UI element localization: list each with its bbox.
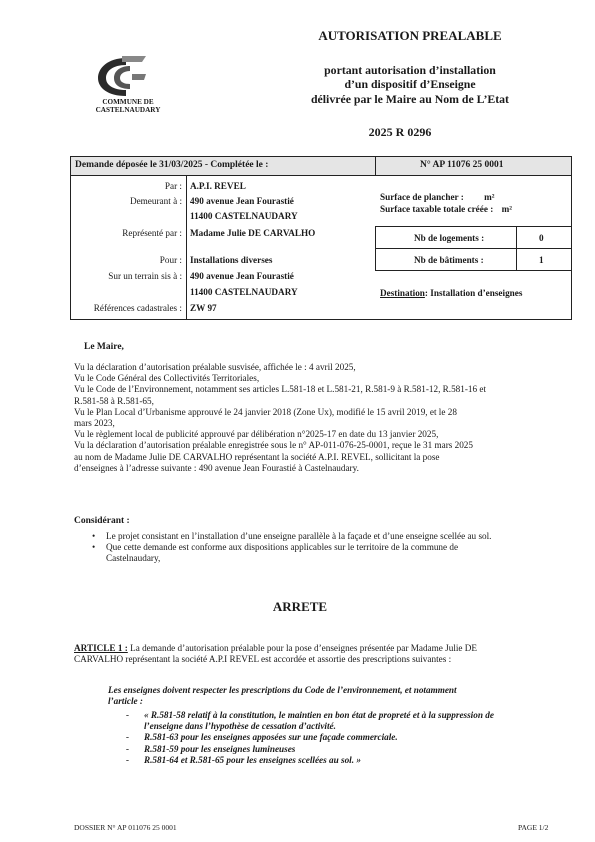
logements-label: Nb de logements :	[414, 233, 485, 243]
field-label: Demeurant à :	[129, 196, 182, 206]
field-label: Par :	[164, 181, 182, 191]
list-item: - R.581-64 et R.581-65 pour les enseignes scellées au sol. »	[126, 754, 361, 765]
vu-list: Vu la déclaration d’autorisation préalable susvisée, affichée le : 4 avril 2025, Vu le Code Général des Collectivités Territoriales, Vu le Code de l’Environnement, notamment ses articles L.581-18 et L.581-21, R.581-9 à R.581-12, R.581-16 et R.581-58 à R.581-65, Vu le Plan Local d’Urbanisme approuvé le 24 janvier 2018 (Zone Ux), modifié le 15 avril 2019, et le 28 mars 2023, Vu le règlement local de publicité approuvé par délibération n°2025-17 en date du 13 janvier 2025, Vu la déclaration d’autorisation préalable enregistrée sous le n° AP-011-076-25-0001, reçue le 31 mars 2025 au nom de Madame Julie DE CARVALHO représentant la société A.P.I. REVEL, sollicitant la pose d’enseignes à l’adresse suivante : 490 avenue Jean Fourastié à Castelnaudary.	[74, 362, 487, 473]
field-value: 11400 CASTELNAUDARY	[190, 211, 298, 221]
list-item: - R.581-59 pour les enseignes lumineuses	[126, 743, 296, 754]
field-value: Installations diverses	[190, 255, 273, 265]
arrete-heading: ARRETE	[272, 599, 328, 614]
field-label: Références cadastrales :	[93, 303, 182, 313]
batiments-label: Nb de bâtiments :	[414, 255, 484, 265]
document-title: AUTORISATION PREALABLE	[318, 28, 502, 43]
article-1: ARTICLE 1 : La demande d’autorisation préalable pour la pose d’enseignes présentée par Madame Julie DE CARVALHO représentant la société A.P.I REVEL est accordée et assortie des prescriptions suivantes :	[74, 643, 478, 665]
field-value: Madame Julie DE CARVALHO	[190, 228, 316, 238]
field-value: A.P.I. REVEL	[190, 181, 246, 191]
document-subtitle: portant autorisation d’installation d’un dispositif d’Enseigne délivrée par le Maire au Nom de L’Etat	[310, 63, 509, 106]
list-item: • Que cette demande est conforme aux dispositions applicables sur le territoire de la commune de	[92, 542, 459, 553]
field-label: Sur un terrain sis à :	[108, 271, 182, 281]
list-item: • Le projet consistant en l’installation d’une enseigne parallèle à la façade et d’une enseigne scellée au sol.	[92, 531, 492, 541]
batiments-value: 1	[539, 255, 544, 265]
destination: Destination: Installation d’enseignes	[380, 288, 523, 298]
dossier-number: N° AP 11076 25 0001	[420, 160, 504, 170]
field-label: Pour :	[159, 255, 182, 265]
surface-taxable: Surface taxable totale créée : m²	[380, 204, 512, 214]
field-value: ZW 97	[190, 303, 217, 313]
request-date: Demande déposée le 31/03/2025 - Complétée le :	[75, 160, 269, 170]
maire-heading: Le Maire,	[84, 342, 124, 352]
footer-dossier: DOSSIER N° AP 011076 25 0001	[74, 823, 177, 832]
prescriptions-list: - « R.581-58 relatif à la constitution, le maintien en bon état de propreté et à la suppression de l’enseigne dans l’hypothèse de cessation d’activité. - R.581-63 pour les enseignes apposées sur une façade commerciale. - R.581-59 pour les enseignes lumineuses - R.581-64 et R.581-65 pour les enseignes scellées au sol. »	[126, 710, 576, 766]
prescriptions-intro: Les enseignes doivent respecter les prescriptions du Code de l’environnement, et notamment l’article :	[108, 685, 457, 707]
divider	[516, 226, 517, 271]
list-item: - R.581-63 pour les enseignes apposées sur une façade commerciale.	[126, 732, 398, 743]
surface-plancher: Surface de plancher : m²	[380, 192, 495, 202]
field-value: 490 avenue Jean Fourastié	[190, 196, 294, 206]
divider	[186, 176, 187, 320]
field-value: 11400 CASTELNAUDARY	[190, 287, 298, 297]
divider	[375, 248, 572, 249]
document-number: 2025 R 0296	[368, 125, 432, 139]
field-value: 490 avenue Jean Fourastié	[190, 271, 294, 281]
divider	[375, 156, 376, 176]
considerant-heading: Considérant :	[74, 516, 130, 526]
considerant-list: • Le projet consistant en l’installation d’une enseigne parallèle à la façade et d’une enseigne scellée au sol. • Que cette demande est conforme aux dispositions applicables sur le territoire de la commune de Castelnaudary,	[92, 531, 578, 565]
field-label: Représenté par :	[122, 228, 182, 238]
commune-name: COMMUNE DE CASTELNAUDARY	[95, 98, 161, 114]
logements-value: 0	[539, 233, 544, 243]
list-item: - « R.581-58 relatif à la constitution, le maintien en bon état de propreté et à la suppression de	[126, 710, 494, 720]
footer-page: PAGE 1/2	[518, 823, 549, 832]
